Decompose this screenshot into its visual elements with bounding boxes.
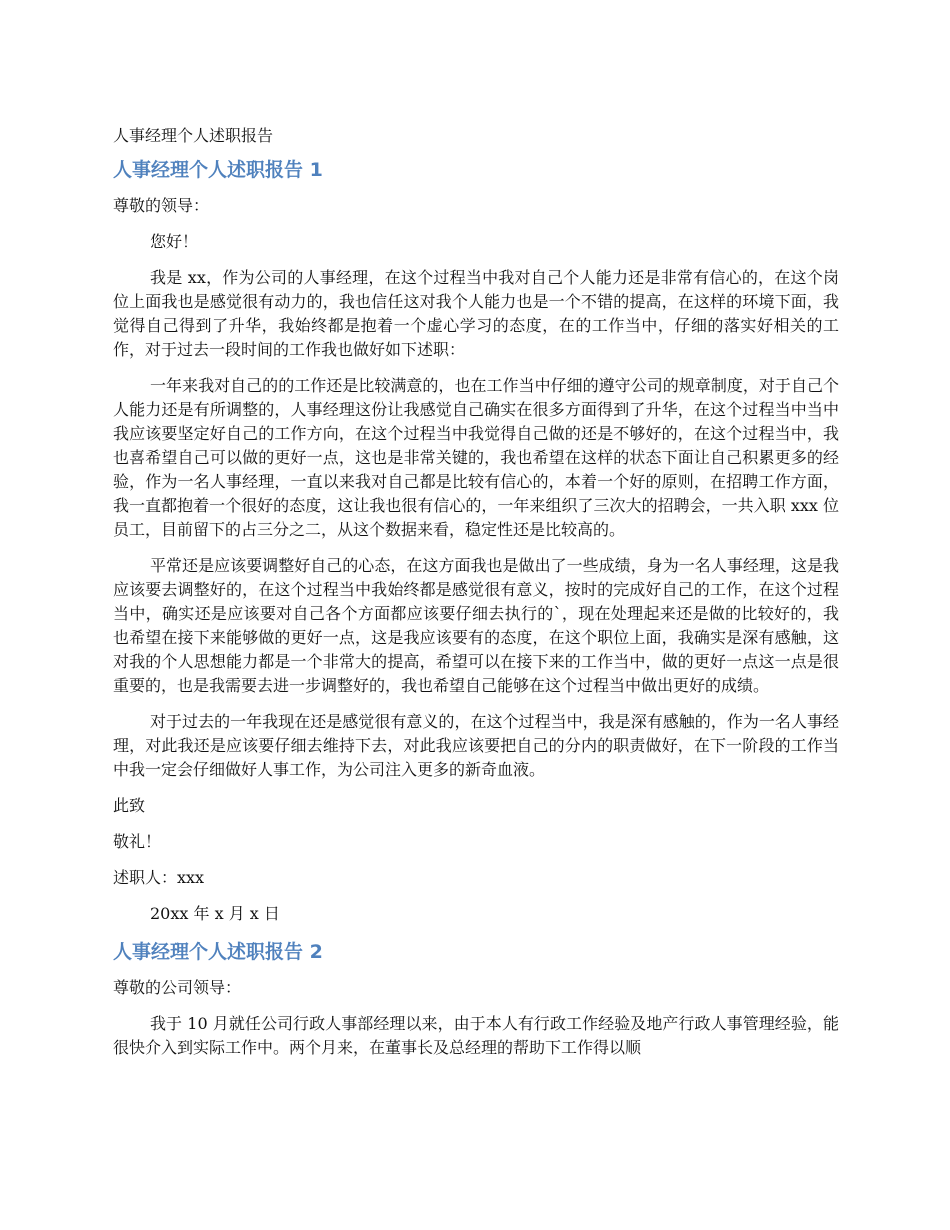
salutation: 尊敬的领导： — [113, 196, 210, 215]
body-paragraph: 平常还是应该要调整好自己的心态，在这方面我也是做出了一些成绩，身为一名人事经理，这是我应该要去调整好的，在这个过程当中我始终都是感觉很有意义，按时的完成好自己的工作，在这个过程当中，确实还是应该要对自己各个方面都应该要仔细去执行的`，现在处理起来还是做的比较好的，我也希望在接下来能够做的更好一点，这是我应该要有的态度，在这个职位上面，我确实是深有感触，这对我的个人思想能力都是一个非常大的提高，希望可以在接下来的工作当中，做的更好一点这一点是很重要的，也是我需要去进一步调整好的，我也希望自己能够在这个过程当中做出更好的成绩。 — [113, 556, 839, 695]
section-heading: 人事经理个人述职报告 2 — [113, 941, 323, 963]
document-title: 人事经理个人述职报告 — [113, 126, 274, 145]
section-heading: 人事经理个人述职报告 1 — [113, 159, 323, 181]
body-paragraph: 我是 xx，作为公司的人事经理，在这个过程当中我对自己个人能力还是非常有信心的，在这个岗位上面我也是感觉很有动力的，我也信任这对我个人能力也是一个不错的提高，在这样的环境下面，我觉得自己得到了升华，我始终都是抱着一个虚心学习的态度，在的工作当中，仔细的落实好相关的工作，对于过去一段时间的工作我也做好如下述职： — [113, 268, 839, 359]
document-page — [113, 124, 839, 1072]
report-section-2 — [113, 938, 839, 1060]
signature: 述职人：xxx — [113, 868, 205, 887]
salutation: 尊敬的公司领导： — [113, 978, 242, 997]
body-paragraph: 我于 10 月就任公司行政人事部经理以来，由于本人有行政工作经验及地产行政人事管理经验，能很快介入到实际工作中。两个月来，在董事长及总经理的帮助下工作得以顺 — [113, 1014, 839, 1057]
date-line: 20xx 年 x 月 x 日 — [150, 904, 280, 923]
report-section-1 — [113, 156, 839, 926]
greeting: 您好！ — [150, 232, 199, 251]
body-paragraph: 对于过去的一年我现在还是感觉很有意义的，在这个过程当中，我是深有感触的，作为一名人事经理，对此我还是应该要仔细去维持下去，对此我应该要把自己的分内的职责做好，在下一阶段的工作当中我一定会仔细做好人事工作，为公司注入更多的新奇血液。 — [113, 712, 839, 779]
closing-phrase: 此致 — [113, 796, 146, 815]
regards-phrase: 敬礼！ — [113, 832, 162, 851]
body-paragraph: 一年来我对自己的的工作还是比较满意的，也在工作当中仔细的遵守公司的规章制度，对于自己个人能力还是有所调整的，人事经理这份让我感觉自己确实在很多方面得到了升华，在这个过程当中当中我应该要坚定好自己的工作方向，在这个过程当中我觉得自己做的还是不够好的，在这个过程当中，我也喜希望自己可以做的更好一点，这也是非常关键的，我也希望在这样的状态下面让自己积累更多的经验，作为一名人事经理，一直以来我对自己都是比较有信心的，本着一个好的原则，在招聘工作方面，我一直都抱着一个很好的态度，这让我也很有信心的，一年来组织了三次大的招聘会，一共入职 xxx 位员工，目前留下的占三分之二，从这个数据来看，稳定性还是比较高的。 — [113, 376, 839, 539]
